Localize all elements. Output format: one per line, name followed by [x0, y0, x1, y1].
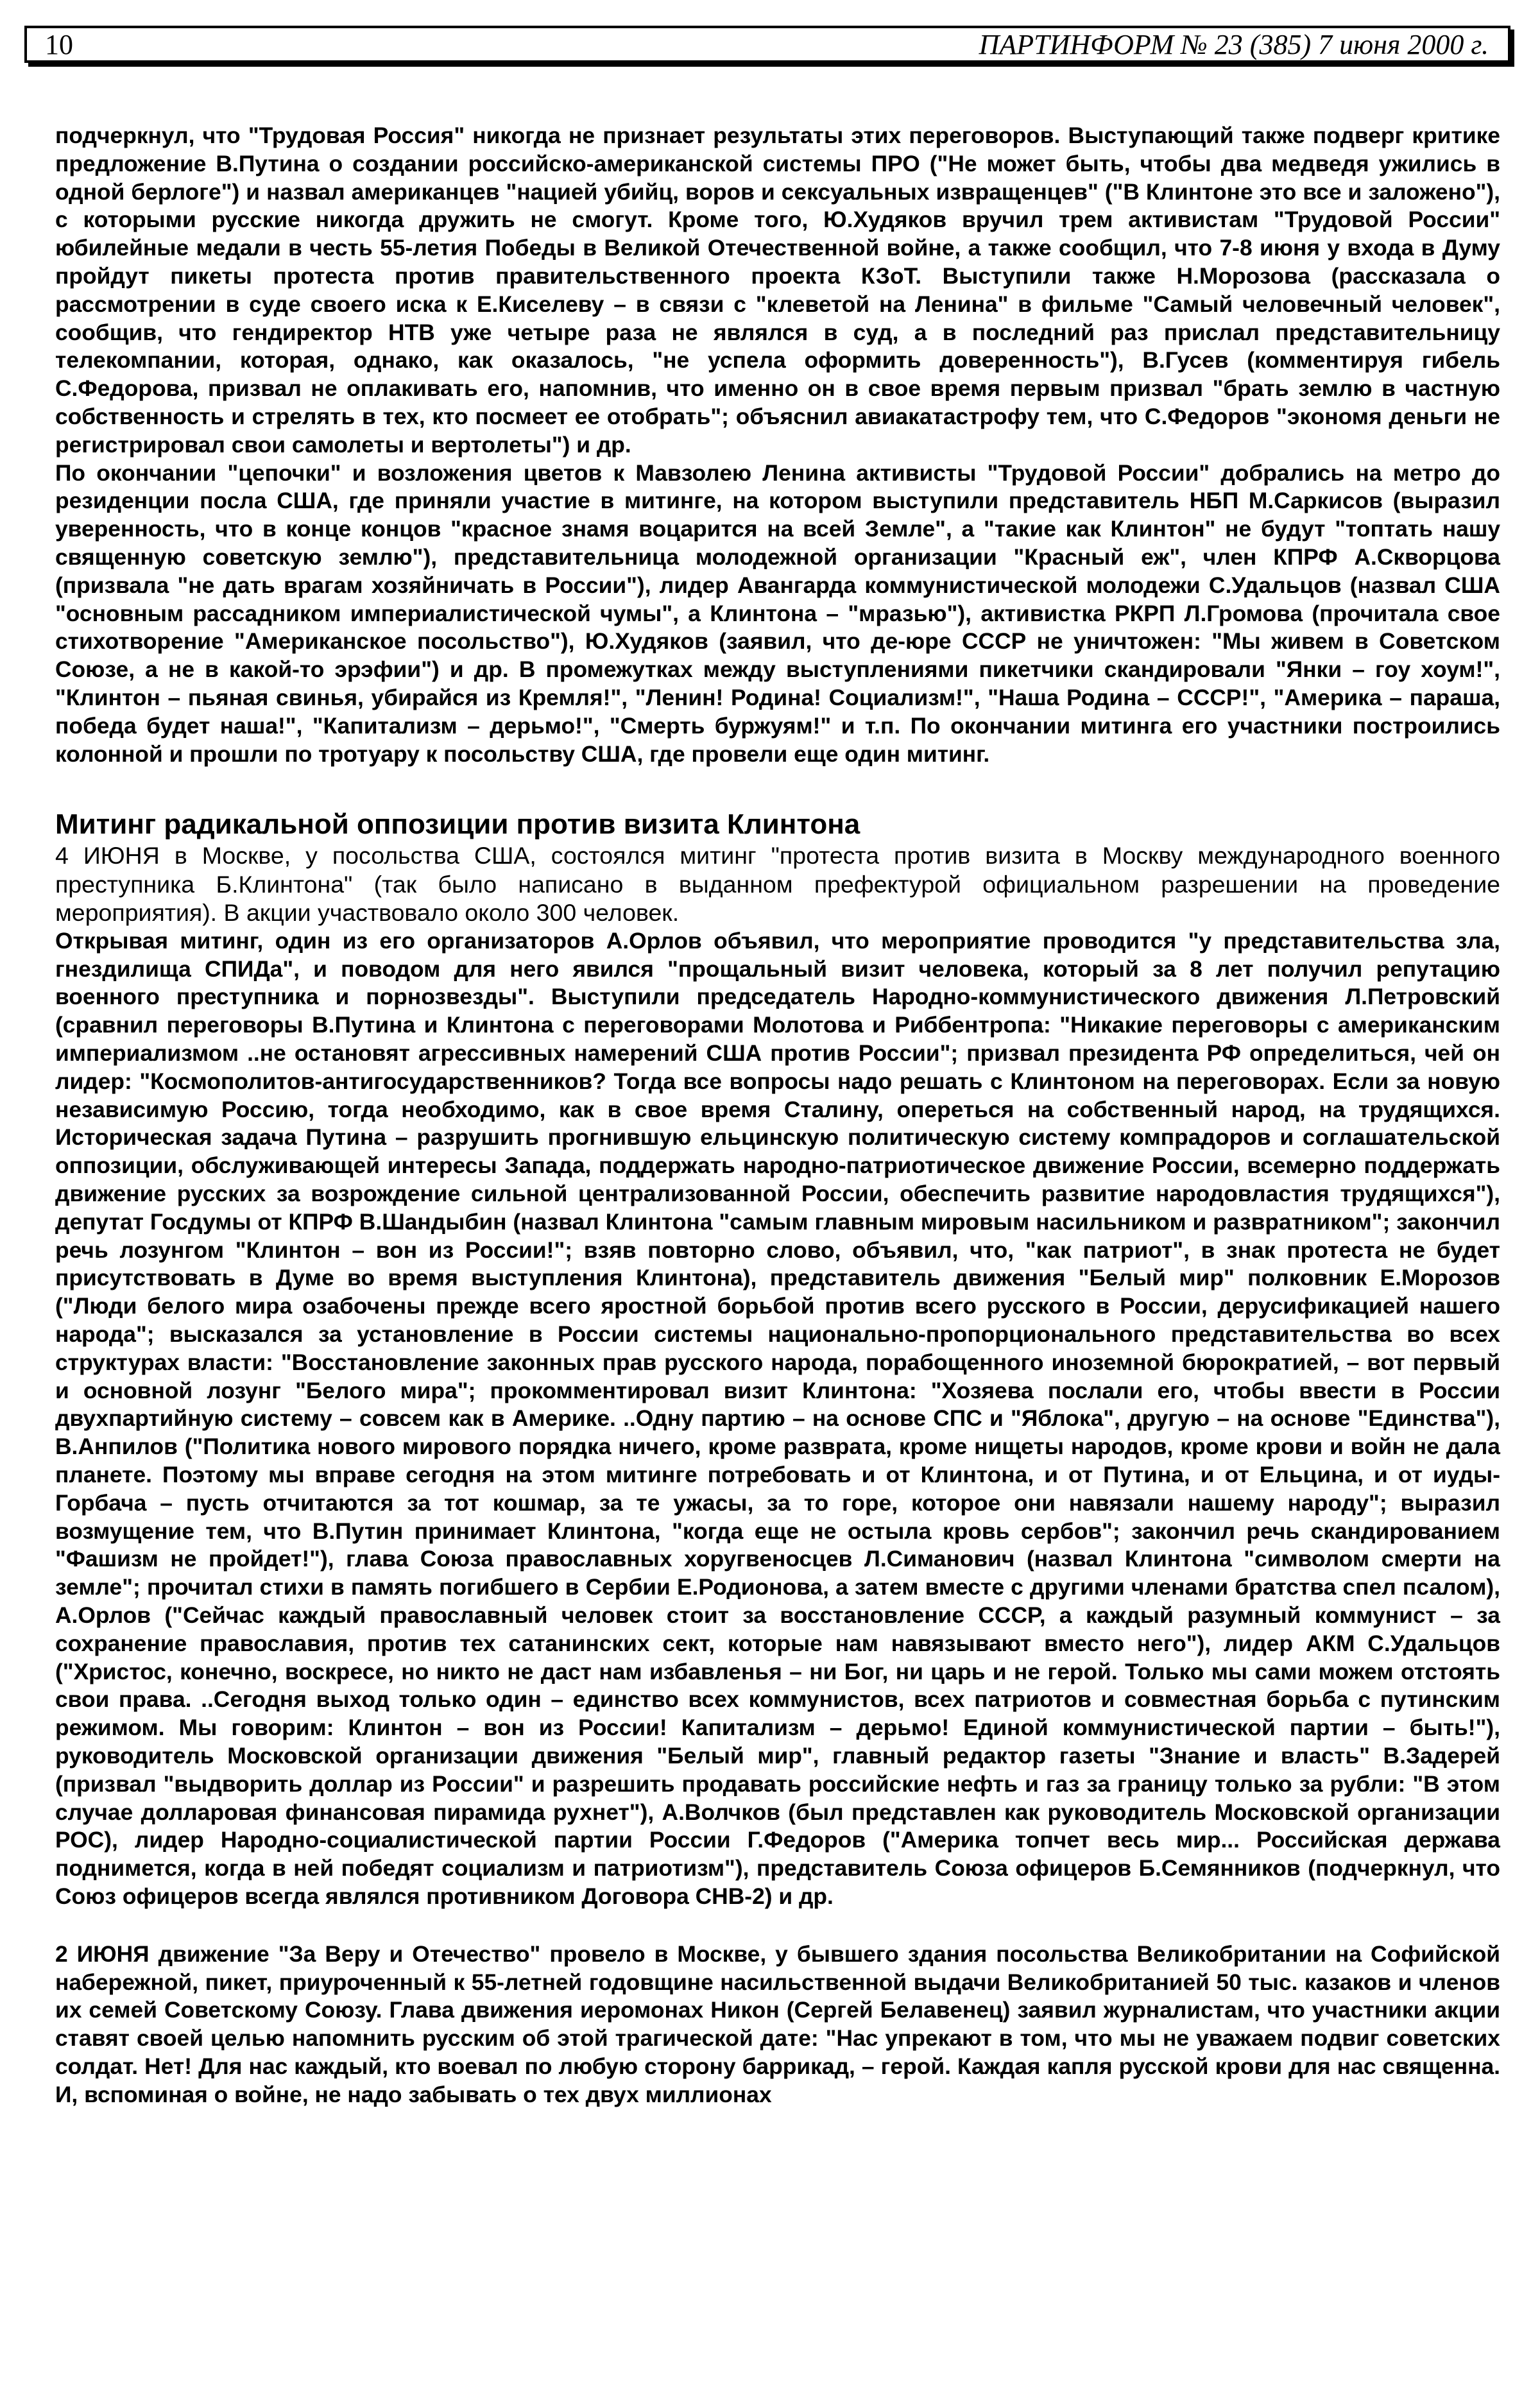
- section-lead: 4 ИЮНЯ в Москве, у посольства США, состоялся митинг "протеста против визита в Москву международного военного преступника Б.Клинтона" (так было написано в выданном префектурой официальном разрешении на проведение мероприятия). В акции участвовало около 300 человек.: [55, 842, 1500, 927]
- intro-paragraph-2: [55, 459, 1500, 769]
- intro-paragraph-1: подчеркнул, что "Трудовая Россия" никогда не признает результаты этих переговоров. Выступающий также подверг критике предложение В.Путина о создании российско-американской системы ПРО ("Не может быть, чтобы два медведя ужились в одной берлоге") и назвал американцев "нацией убийц, воров и сексуальных извращенцев" ("В Клинтоне это все и заложено"), с которыми русские никогда дружить не смогут. Кроме того, Ю.Худяков вручил трем активистам "Трудовой России" юбилейные медали в честь 55-летия Победы в Великой Отечественной войне, а также сообщил, что 7-8 июня у входа в Думу пройдут пикеты протеста против правительственного проекта КЗоТ. Выступили также Н.Морозова (рассказала о рассмотрении в суде своего иска к Е.Киселеву – в связи с "клеветой на Ленина" в фильме "Самый человечный человек", сообщив, что гендиректор НТВ уже четыре раза не являлся в суд, а в последний раз прислал представительницу телекомпании, которая, однако, как оказалось, "не успела оформить доверенность"), В.Гусев (комментируя гибель С.Федорова, призвал не оплакивать его, напомнив, что именно он в свое время первым призвал "брать землю в частную собственность и стрелять в тех, кто посмеет ее отобрать"; объяснил авиакатастрофу тем, что С.Федоров "экономя деньги не регистрировал свои самолеты и вертолеты") и др.: [55, 123, 1500, 458]
- masthead: ПАРТИНФОРМ № 23 (385) 7 июня 2000 г.: [979, 28, 1489, 60]
- closing-paragraph: 2 ИЮНЯ движение "За Веру и Отечество" провело в Москве, у бывшего здания посольства Великобритании на Софийской набережной, пикет, приуроченный к 55-летней годовщине насильственной выдачи Великобританией 50 тыс. казаков и членов их семей Советскому Союзу. Глава движения иеромонах Никон (Сергей Белавенец) заявил журналистам, что участники акции ставят своей целью напомнить русским об этой трагической дате: "Нас упрекают в том, что мы не уважаем подвиг советских солдат. Нет! Для нас каждый, кто воевал по любую сторону баррикад, – герой. Каждая капля русской крови для нас священна. И, вспоминая о войне, не надо забывать о тех двух миллионах: [55, 1941, 1500, 2107]
- page-number: 10: [45, 28, 73, 60]
- paragraph-gap: [55, 1911, 1500, 1941]
- article-body: [55, 122, 1500, 2109]
- section-body: Открывая митинг, один из его организаторов А.Орлов объявил, что мероприятие проводится "у представительства зла, гнездилища СПИДа", и поводом для него явился "прощальный визит человека, который за 8 лет получил репутацию военного преступника и порнозвезды". Выступили председатель Народно-коммунистического движения Л.Петровский (сравнил переговоры В.Путина и Клинтона с переговорами Молотова и Риббентропа: "Никакие переговоры с американским империализмом ..не остановят агрессивных намерений США против России"; призвал президента РФ определиться, чей он лидер: "Космополитов-антигосударственников? Тогда все вопросы надо решать с Клинтоном на переговорах. Если за новую независимую Россию, тогда необходимо, как в свое время Сталину, опереться на собственный народ, на трудящихся. Историческая задача Путина – разрушить прогнившую ельцинскую политическую систему компрадоров и соглашательской оппозиции, обслуживающей интересы Запада, поддержать народно-патриотическое движение России, всемерно поддержать движение русских за возрождение сильной централизованной России, обеспечить развитие народовластия трудящихся"), депутат Госдумы от КПРФ В.Шандыбин (назвал Клинтона "самым главным мировым насильником и развратником"; закончил речь лозунгом "Клинтон – вон из России!"; взяв повторно слово, объявил, что, "как патриот", в знак протеста не будет присутствовать в Думе во время выступления Клинтона), представитель движения "Белый мир" полковник Е.Морозов ("Люди белого мира озабочены прежде всего яростной борьбой против всего русского в России, дерусификацией нашего народа"; высказался за установление в России системы национально-пропорционального представительства во всех структурах власти: "Восстановление законных прав русского народа, порабощенного иноземной бюрократией, – вот первый и основной лозунг "Белого мира"; прокомментировал визит Клинтона: "Хозяева послали его, чтобы ввести в России двухпартийную систему – совсем как в Америке. ..Одну партию – на основе СПС и "Яблока", другую – на основе "Единства"), В.Анпилов ("Политика нового мирового порядка ничего, кроме разврата, кроме нищеты народов, кроме крови и войн не дала планете. Поэтому мы вправе сегодня на этом митинге потребовать и от Клинтона, и от Путина, и от Ельцина, и от иуды-Горбача – пусть отчитаются за тот кошмар, за те ужасы, за то горе, которое они навязали нашему народу"; выразил возмущение тем, что В.Путин принимает Клинтона, "когда еще не остыла кровь сербов"; закончил речь скандированием "Фашизм не пройдет!"), глава Союза православных хоругвеносцев Л.Симанович (назвал Клинтона "символом смерти на земле"; прочитал стихи в память погибшего в Сербии Е.Родионова, а затем вместе с другими членами братства спел псалом), А.Орлов ("Сейчас каждый православный человек стоит за восстановление СССР, а каждый разумный коммунист – за сохранение православия, против тех сатанинских сект, которые нам навязывают вместо него"), лидер АКМ С.Удальцов ("Христос, конечно, воскресе, но никто не даст нам избавленья – ни Бог, ни царь и не герой. Только мы сами можем отстоять свои права. ..Сегодня выход только один – единство всех коммунистов, всех патриотов и совместная борьба с путинским режимом. Мы говорим: Клинтон – вон из России! Капитализм – дерьмо! Единой коммунистической партии – быть!"), руководитель Московской организации движения "Белый мир", главный редактор газеты "Знание и власть" В.Задерей (призвал "выдворить доллар из России" и разрешить продавать российские нефть и газ за границу только за рубли: "В этом случае долларовая финансовая пирамида рухнет"), А.Волчков (был представлен как руководитель Московской организации РОС), лидер Народно-социалистической партии России Г.Федоров ("Америка топчет весь мир... Российская держава поднимется, когда в ней победят социализм и патриотизм"), представитель Союза офицеров Б.Семянников (подчеркнул, что Союз офицеров всегда являлся противником Договора СНВ-2) и др.: [55, 927, 1500, 1909]
- intro-paragraph-2-text: По окончании "цепочки" и возложения цветов к Мавзолею Ленина активисты "Трудовой России" добрались на метро до резиденции посла США, где приняли участие в митинге, на котором выступили представитель НБП М.Саркисов (выразил уверенность, что в конце концов "красное знамя воцарится на всей Земле", а "такие как Клинтон" не будут "топтать нашу священную советскую землю"), представительница молодежной организации "Красный еж", член КПРФ А.Скворцова (призвала "не дать врагам хозяйничать в России"), лидер Авангарда коммунистической молодежи С.Удальцов (назвал США "основным рассадником империалистической чумы", а Клинтона – "мразью"), активистка РКРП Л.Громова (прочитала свое стихотворение "Американское посольство"), Ю.Худяков (заявил, что де-юре СССР не уничтожен: "Мы живем в Советском Союзе, а не в какой-то эрэфии") и др. В промежутках между выступлениями пикетчики скандировали "Янки – гоу хоум!", "Клинтон – пьяная свинья, убирайся из Кремля!", "Ленин! Родина! Социализм!", "Наша Родина – СССР!", "Америка – параша, победа будет наша!", "Капитализм – дерьмо!", "Смерть буржуям!" и т.п. По окончании митинга его участники построились колонной и прошли по тротуару к посольству США, где провели еще один митинг.: [55, 459, 1500, 767]
- page-header: [24, 26, 1510, 63]
- section-title: Митинг радикальной оппозиции против визита Клинтона: [55, 809, 860, 841]
